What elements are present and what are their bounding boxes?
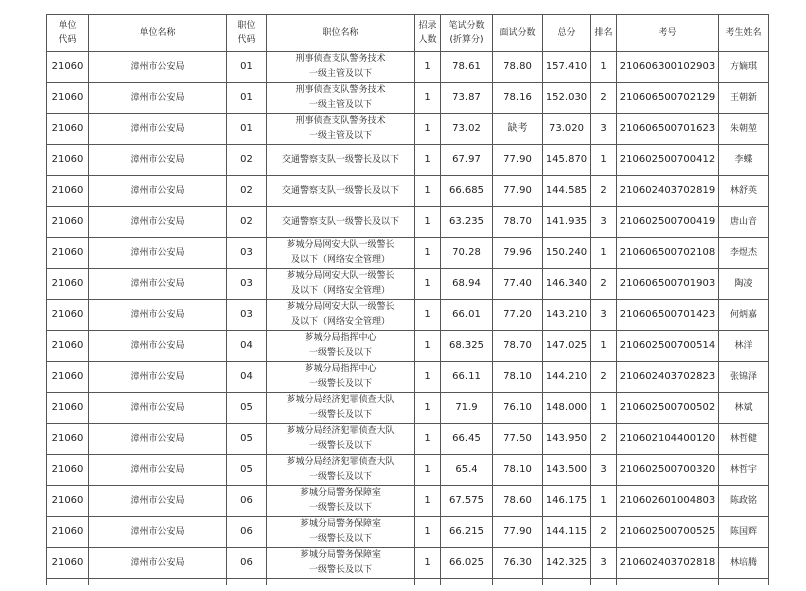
header-unit-name-text: 单位名称 [139,28,176,38]
cell-total-score: 152.030 [543,83,591,114]
cell-job-name: 芗城分局警务保障室 一级警长及以下 [267,486,415,517]
cell-job-code: 02 [227,145,267,176]
table-body [47,52,769,586]
cell-interview-score: 79.96 [493,238,543,269]
cell-hire-count: 1 [415,331,441,362]
cell-exam-number: 210606500701903 [617,269,719,300]
cell-unit-code: 21060 [47,238,89,269]
cell-exam-number: 210606500701623 [617,114,719,145]
cell-total-score: 146.340 [543,269,591,300]
cell-rank: 1 [591,52,617,83]
header-unit-name [89,15,227,52]
cell-total-score: 141.935 [543,207,591,238]
cell-unit-code: 21060 [47,455,89,486]
header-candidate-name [719,15,769,52]
cell-hire-count: 1 [415,238,441,269]
cell-unit-name: 漳州市公安局 [89,114,227,145]
header-job-name [267,15,415,52]
cell-job-name: 刑事侦查支队警务技术 一级主管及以下 [267,52,415,83]
cell-total-score: 143.210 [543,300,591,331]
cell-job-code: 05 [227,455,267,486]
cell-written-score: 67.575 [441,486,493,517]
cell-job-code: 02 [227,176,267,207]
cell-written-score: 67.97 [441,145,493,176]
cell-written-score: 73.87 [441,83,493,114]
cell-unit-code: 21060 [47,300,89,331]
cell-total-score: 147.025 [543,331,591,362]
cell-written-score: 71.9 [441,393,493,424]
cell-interview-score: 缺考 [493,114,543,145]
cell-written-score: 66.11 [441,362,493,393]
cell-job-name: 交通警察支队一级警长及以下 [267,176,415,207]
cell-hire-count: 1 [415,114,441,145]
cell-unit-code: 21060 [47,424,89,455]
cell-interview-score: 78.60 [493,486,543,517]
cell-exam-number: 210602500700320 [617,455,719,486]
cell-interview-score: 77.90 [493,176,543,207]
cell-exam-number: 210606500701423 [617,300,719,331]
cell-job-code: 06 [227,548,267,579]
cell-interview-score: 78.80 [493,52,543,83]
header-unit-code-text: 单位 代码 [58,21,77,45]
header-total-score [543,15,591,52]
cell-job-name: 交通警察支队一级警长及以下 [267,207,415,238]
cell-rank: 2 [591,424,617,455]
cell-written-score-partial [441,579,493,586]
cell-exam-number: 210602500700514 [617,331,719,362]
cell-rank: 3 [591,114,617,145]
cell-job-name: 交通警察支队一级警长及以下 [267,145,415,176]
cell-unit-code: 21060 [47,207,89,238]
cell-interview-score: 77.20 [493,300,543,331]
cell-total-score: 144.210 [543,362,591,393]
cell-written-score: 68.94 [441,269,493,300]
cell-total-score: 146.175 [543,486,591,517]
header-rank [591,15,617,52]
header-hire-count [415,15,441,52]
table-row [47,176,769,207]
header-job-code-text: 职位 代码 [237,21,256,45]
cell-exam-number: 210602500700419 [617,207,719,238]
cell-total-score: 73.020 [543,114,591,145]
cell-job-code: 06 [227,486,267,517]
header-written-score-text: 笔试分数 (折算分) [448,21,485,45]
cell-unit-name: 漳州市公安局 [89,393,227,424]
table-row [47,331,769,362]
cell-job-name: 刑事侦查支队警务技术 一级主管及以下 [267,83,415,114]
cell-unit-name: 漳州市公安局 [89,424,227,455]
cell-exam-number: 210602500700412 [617,145,719,176]
cell-total-score: 150.240 [543,238,591,269]
cell-exam-number: 210602403702819 [617,176,719,207]
cell-hire-count: 1 [415,145,441,176]
cell-candidate-name: 林哲宇 [719,455,769,486]
cell-written-score: 68.325 [441,331,493,362]
table-row-partial [47,579,769,586]
cell-unit-name: 漳州市公安局 [89,83,227,114]
cell-job-name: 芗城分局经济犯罪侦查大队 一级警长及以下 [267,424,415,455]
cell-rank: 3 [591,548,617,579]
cell-unit-code: 21060 [47,331,89,362]
cell-total-score-partial [543,579,591,586]
cell-exam-number: 210602403702818 [617,548,719,579]
cell-total-score: 157.410 [543,52,591,83]
table-row [47,393,769,424]
cell-candidate-name: 林洋 [719,331,769,362]
cell-interview-score: 77.90 [493,145,543,176]
cell-written-score: 66.215 [441,517,493,548]
table-row [47,238,769,269]
cell-interview-score: 78.70 [493,331,543,362]
cell-hire-count: 1 [415,486,441,517]
cell-candidate-name: 何炳嘉 [719,300,769,331]
cell-candidate-name: 李煜杰 [719,238,769,269]
cell-hire-count: 1 [415,548,441,579]
cell-unit-name: 漳州市公安局 [89,300,227,331]
cell-job-name: 芗城分局警务保障室 一级警长及以下 [267,517,415,548]
cell-unit-name: 漳州市公安局 [89,548,227,579]
header-interview-score [493,15,543,52]
cell-unit-name: 漳州市公安局 [89,176,227,207]
cell-hire-count: 1 [415,207,441,238]
cell-rank: 2 [591,362,617,393]
cell-unit-name: 漳州市公安局 [89,52,227,83]
cell-exam-number: 210602104400120 [617,424,719,455]
cell-interview-score: 76.10 [493,393,543,424]
cell-candidate-name: 王朝新 [719,83,769,114]
cell-hire-count: 1 [415,517,441,548]
cell-interview-score: 78.10 [493,455,543,486]
cell-unit-name: 漳州市公安局 [89,362,227,393]
cell-job-code: 04 [227,362,267,393]
table-row [47,548,769,579]
cell-unit-code: 21060 [47,176,89,207]
cell-job-name: 芗城分局经济犯罪侦查大队 一级警长及以下 [267,455,415,486]
cell-total-score: 143.950 [543,424,591,455]
cell-unit-code: 21060 [47,548,89,579]
cell-candidate-name-partial [719,579,769,586]
cell-job-name: 芗城分局指挥中心 一级警长及以下 [267,331,415,362]
cell-rank: 3 [591,207,617,238]
cell-hire-count: 1 [415,362,441,393]
cell-unit-code: 21060 [47,393,89,424]
cell-job-code: 06 [227,517,267,548]
cell-exam-number: 210602500700502 [617,393,719,424]
cell-exam-number-partial [617,579,719,586]
cell-unit-name: 漳州市公安局 [89,486,227,517]
cell-hire-count: 1 [415,424,441,455]
cell-job-name: 芗城分局网安大队一级警长 及以下（网络安全管理） [267,238,415,269]
cell-unit-name: 漳州市公安局 [89,455,227,486]
cell-candidate-name: 林培腾 [719,548,769,579]
cell-job-code: 03 [227,238,267,269]
cell-interview-score: 78.10 [493,362,543,393]
cell-candidate-name: 李蝶 [719,145,769,176]
cell-rank: 3 [591,455,617,486]
header-hire-count-text: 招录 人数 [418,21,437,45]
cell-candidate-name: 方嫡琪 [719,52,769,83]
cell-job-code: 01 [227,52,267,83]
cell-candidate-name: 陶凌 [719,269,769,300]
cell-unit-code: 21060 [47,269,89,300]
cell-unit-code-partial [47,579,89,586]
cell-rank: 1 [591,393,617,424]
cell-hire-count: 1 [415,393,441,424]
cell-job-code: 05 [227,424,267,455]
cell-candidate-name: 朱朝堃 [719,114,769,145]
cell-written-score: 66.01 [441,300,493,331]
cell-hire-count: 1 [415,269,441,300]
cell-candidate-name: 唐山音 [719,207,769,238]
cell-hire-count: 1 [415,83,441,114]
cell-unit-name: 漳州市公安局 [89,517,227,548]
header-exam-number-text: 考号 [658,28,677,38]
cell-unit-code: 21060 [47,83,89,114]
cell-exam-number: 210602403702823 [617,362,719,393]
cell-total-score: 145.870 [543,145,591,176]
cell-unit-code: 21060 [47,52,89,83]
cell-job-name: 刑事侦查支队警务技术 一级主管及以下 [267,114,415,145]
cell-written-score: 73.02 [441,114,493,145]
cell-hire-count: 1 [415,300,441,331]
cell-candidate-name: 陈政铭 [719,486,769,517]
header-interview-score-text: 面试分数 [499,28,536,38]
cell-unit-name: 漳州市公安局 [89,145,227,176]
cell-written-score: 66.45 [441,424,493,455]
table-row [47,83,769,114]
table-row [47,362,769,393]
cell-job-code: 05 [227,393,267,424]
cell-rank: 1 [591,238,617,269]
cell-unit-name: 漳州市公安局 [89,269,227,300]
results-table-container [46,14,769,585]
cell-exam-number: 210606500702108 [617,238,719,269]
cell-job-name: 芗城分局网安大队一级警长 及以下（网络安全管理） [267,300,415,331]
cell-rank: 1 [591,331,617,362]
cell-unit-name: 漳州市公安局 [89,331,227,362]
cell-job-name: 芗城分局警务保障室 一级警长及以下 [267,548,415,579]
cell-total-score: 142.325 [543,548,591,579]
header-written-score [441,15,493,52]
cell-exam-number: 210606500702129 [617,83,719,114]
cell-exam-number: 210602500700525 [617,517,719,548]
cell-job-name: 芗城分局指挥中心 一级警长及以下 [267,362,415,393]
cell-rank-partial [591,579,617,586]
cell-total-score: 148.000 [543,393,591,424]
cell-interview-score: 76.30 [493,548,543,579]
cell-rank: 2 [591,269,617,300]
cell-written-score: 63.235 [441,207,493,238]
cell-candidate-name: 陈国辉 [719,517,769,548]
cell-job-name: 芗城分局经济犯罪侦查大队 一级警长及以下 [267,393,415,424]
cell-hire-count: 1 [415,52,441,83]
cell-rank: 1 [591,486,617,517]
header-unit-code [47,15,89,52]
cell-unit-code: 21060 [47,486,89,517]
cell-job-code: 02 [227,207,267,238]
cell-unit-code: 21060 [47,517,89,548]
header-rank-text: 排名 [594,28,613,38]
cell-unit-name: 漳州市公安局 [89,207,227,238]
cell-total-score: 143.500 [543,455,591,486]
cell-unit-code: 21060 [47,114,89,145]
cell-total-score: 144.585 [543,176,591,207]
cell-job-code: 03 [227,269,267,300]
cell-hire-count: 1 [415,455,441,486]
cell-rank: 2 [591,83,617,114]
header-exam-number [617,15,719,52]
cell-job-name-partial [267,579,415,586]
cell-candidate-name: 林哲健 [719,424,769,455]
cell-candidate-name: 林舒英 [719,176,769,207]
cell-total-score: 144.115 [543,517,591,548]
table-row [47,145,769,176]
table-row [47,455,769,486]
cell-interview-score: 77.40 [493,269,543,300]
table-row [47,207,769,238]
cell-rank: 1 [591,145,617,176]
cell-rank: 2 [591,517,617,548]
header-total-score-text: 总分 [557,28,576,38]
table-row [47,300,769,331]
table-row [47,52,769,83]
table-row [47,486,769,517]
cell-candidate-name: 林斌 [719,393,769,424]
cell-interview-score: 77.90 [493,517,543,548]
table-row [47,424,769,455]
table-row [47,114,769,145]
header-job-code [227,15,267,52]
cell-interview-score: 78.70 [493,207,543,238]
cell-job-code: 03 [227,300,267,331]
cell-unit-code: 21060 [47,362,89,393]
results-table [46,14,769,585]
table-header-row [47,15,769,52]
cell-candidate-name: 张锦泽 [719,362,769,393]
cell-unit-code: 21060 [47,145,89,176]
cell-written-score: 66.025 [441,548,493,579]
table-row [47,269,769,300]
cell-unit-name: 漳州市公安局 [89,238,227,269]
cell-written-score: 70.28 [441,238,493,269]
cell-job-name: 芗城分局网安大队一级警长 及以下（网络安全管理） [267,269,415,300]
cell-written-score: 78.61 [441,52,493,83]
cell-job-code: 01 [227,114,267,145]
cell-rank: 2 [591,176,617,207]
header-candidate-name-text: 考生姓名 [725,28,762,38]
cell-unit-name-partial [89,579,227,586]
cell-job-code-partial [227,579,267,586]
cell-exam-number: 210606300102903 [617,52,719,83]
cell-hire-count: 1 [415,176,441,207]
table-row [47,517,769,548]
cell-written-score: 66.685 [441,176,493,207]
cell-job-code: 01 [227,83,267,114]
cell-written-score: 65.4 [441,455,493,486]
header-job-name-text: 职位名称 [322,28,359,38]
cell-rank: 3 [591,300,617,331]
cell-interview-score-partial [493,579,543,586]
cell-interview-score: 78.16 [493,83,543,114]
cell-hire-count-partial [415,579,441,586]
cell-job-code: 04 [227,331,267,362]
cell-interview-score: 77.50 [493,424,543,455]
cell-exam-number: 210602601004803 [617,486,719,517]
